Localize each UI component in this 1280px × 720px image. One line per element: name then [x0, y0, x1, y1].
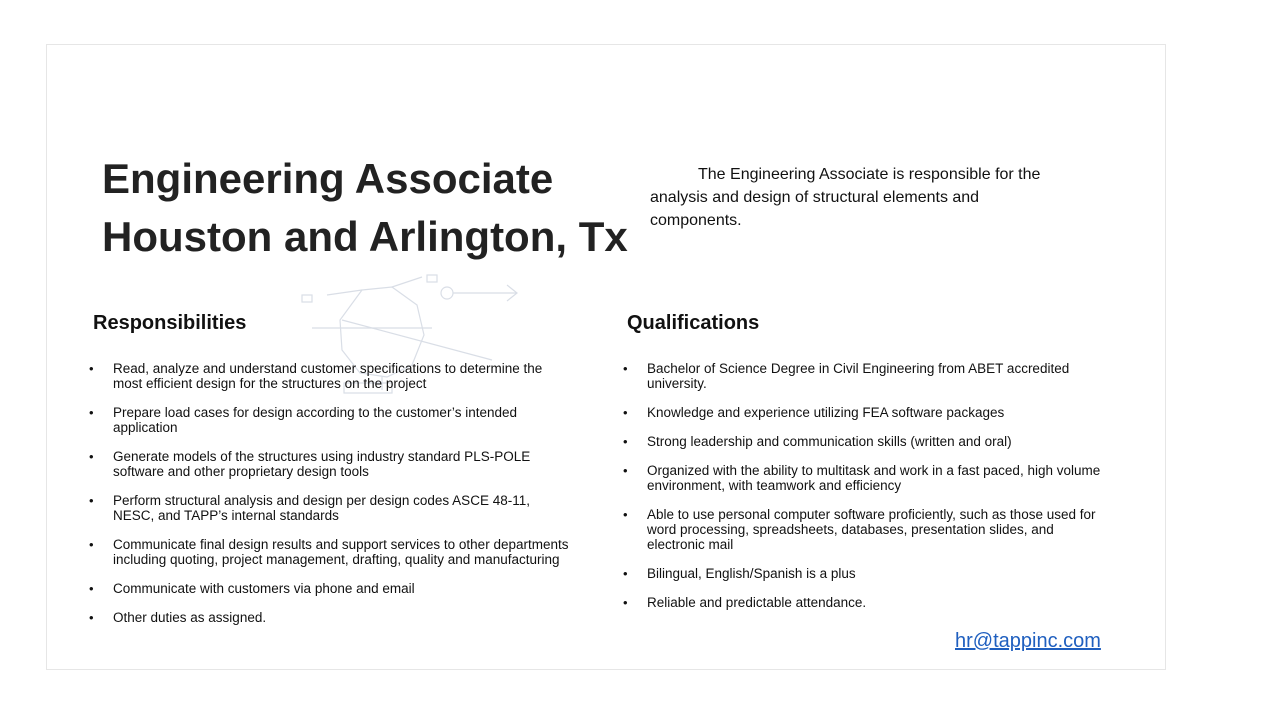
responsibilities-list	[89, 361, 569, 639]
list-item: • Read, analyze and understand customer specifications to determine the most efficient design for the structures on the project	[89, 361, 569, 391]
list-item: • Prepare load cases for design according to the customer’s intended application	[89, 405, 569, 435]
list-item: • Organized with the ability to multitask and work in a fast paced, high volume environment, with teamwork and efficiency	[623, 463, 1113, 493]
title-line-1: Engineering Associate	[102, 155, 554, 202]
list-item: • Bachelor of Science Degree in Civil Engineering from ABET accredited university.	[623, 361, 1113, 391]
responsibilities-heading: Responsibilities	[93, 312, 247, 334]
list-item: • Strong leadership and communication skills (written and oral)	[623, 434, 1113, 449]
list-item: • Communicate with customers via phone and email	[89, 581, 569, 596]
title-line-2: Houston and Arlington, Tx	[102, 213, 628, 260]
page-title	[102, 150, 628, 266]
list-item: • Bilingual, English/Spanish is a plus	[623, 566, 1113, 581]
list-item: • Communicate final design results and support services to other departments including quoting, project management, drafting, quality and manufacturing	[89, 537, 569, 567]
qualifications-heading: Qualifications	[627, 312, 760, 334]
list-item: • Other duties as assigned.	[89, 610, 569, 625]
email-link[interactable]: hr@tappinc.com	[955, 630, 1101, 652]
list-item: • Perform structural analysis and design per design codes ASCE 48-11, NESC, and TAPP’s internal standards	[89, 493, 569, 523]
list-item: • Generate models of the structures using industry standard PLS-POLE software and other proprietary design tools	[89, 449, 569, 479]
list-item: • Knowledge and experience utilizing FEA software packages	[623, 405, 1113, 420]
list-item: • Reliable and predictable attendance.	[623, 595, 1113, 610]
intro-paragraph: The Engineering Associate is responsible for the analysis and design of structural elements and components.	[650, 166, 1041, 229]
list-item: • Able to use personal computer software proficiently, such as those used for word processing, spreadsheets, databases, presentation slides, and electronic mail	[623, 507, 1113, 552]
qualifications-list	[623, 361, 1113, 624]
